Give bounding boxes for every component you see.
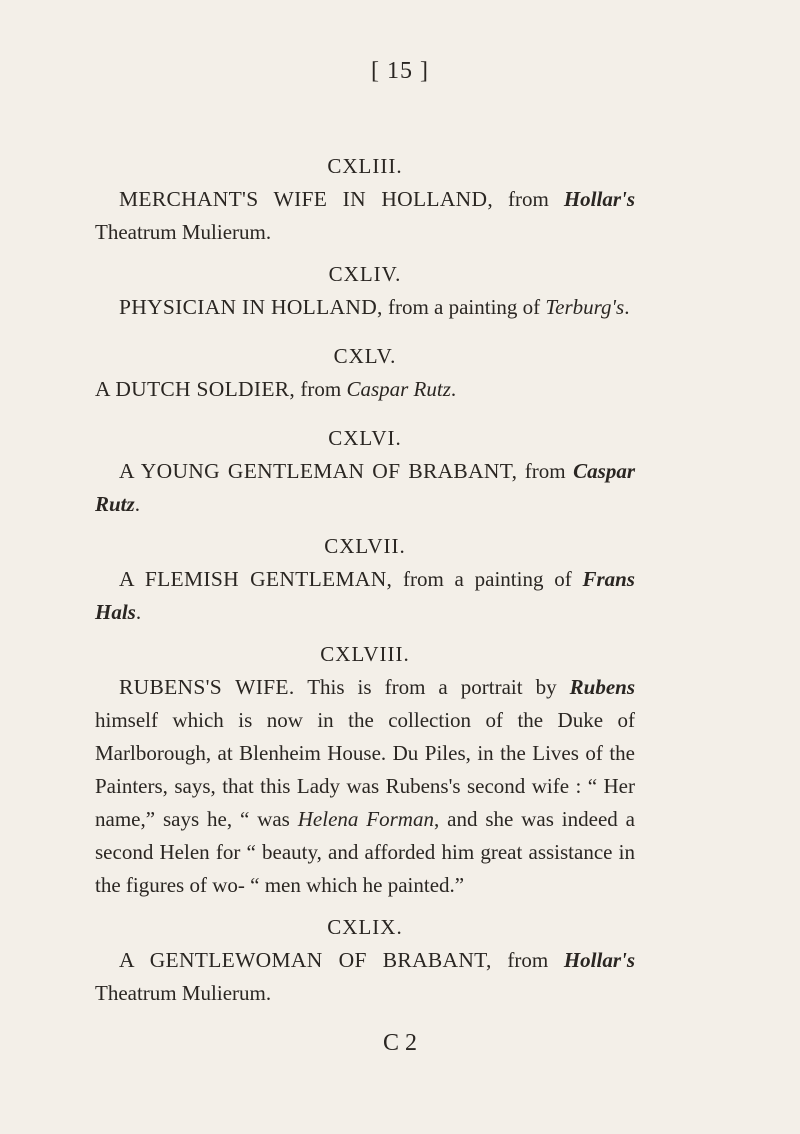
entry-text (95, 455, 635, 521)
entry-text (95, 944, 635, 1010)
entry-source: Terburg's (545, 295, 625, 319)
entry-title: A FLEMISH GENTLEMAN, (119, 567, 393, 591)
entry-numeral: CXLVII. (324, 534, 406, 558)
entry-source: Hollar's (563, 948, 635, 972)
entry-rest: . (134, 492, 140, 516)
entry-source: Rubens (569, 675, 635, 699)
entry-cxliv (95, 258, 635, 324)
entry-numeral: CXLIII. (327, 154, 403, 178)
entry-text (95, 671, 635, 902)
entry-source: Caspar Rutz (346, 377, 451, 401)
entry-title: PHYSICIAN IN HOLLAND, (119, 295, 383, 319)
entry-from: from (517, 459, 574, 483)
entry-cxlv (95, 340, 635, 406)
entry-rest: . (450, 377, 457, 401)
entry-title: A DUTCH SOLDIER, (95, 377, 296, 401)
entry-title: A YOUNG GENTLEMAN OF BRABANT, (119, 459, 518, 483)
entry-cxlvi (95, 422, 635, 521)
entry-from: from (491, 948, 564, 972)
entry-from: from (295, 377, 347, 401)
text-block (95, 150, 635, 1019)
entry-text (95, 563, 635, 629)
entry-rest: Theatrum Mulierum. (95, 981, 272, 1005)
entry-text-part: , and she was indeed a second Helen for “ beauty, and afforded him great assistance in the figures of wo- “ men which he painted.” (95, 807, 635, 897)
entry-text-part: This is from a portrait by (294, 675, 570, 699)
entry-source: Hollar's (563, 187, 635, 211)
page-number: [ 15 ] (371, 58, 429, 84)
entry-cxliii (95, 150, 635, 249)
entry-title: MERCHANT'S WIFE IN HOLLAND, (119, 187, 494, 211)
entry-numeral: CXLIX. (327, 915, 403, 939)
entry-numeral: CXLIV. (328, 262, 402, 286)
entry-numeral: CXLVI. (328, 426, 402, 450)
entry-numeral: CXLV. (333, 344, 397, 368)
entry-numeral: CXLVIII. (320, 642, 410, 666)
signature-mark: C 2 (382, 1030, 417, 1056)
entry-text-part: himself which is now in the collection of the Duke of Marlborough, at Blenheim House. Du Piles, in the Lives of the Painters, says, that this Lady was Rubens's second wife : “ Her name,” says he, “ was (95, 708, 635, 831)
entry-text (95, 373, 635, 406)
entry-cxlviii (95, 638, 635, 902)
entry-rest: Theatrum Mulierum. (95, 220, 272, 244)
entry-name: Helena Forman (297, 807, 434, 831)
entry-title: RUBENS'S WIFE. (119, 675, 295, 699)
entry-source: Frans Hals (95, 567, 635, 624)
entry-from: from a painting of (382, 295, 546, 319)
entry-from: from (493, 187, 564, 211)
entry-text (95, 291, 635, 324)
entry-cxlvii (95, 530, 635, 629)
entry-rest: . (135, 600, 142, 624)
entry-source: Caspar Rutz (95, 459, 635, 516)
entry-title: A GENTLEWOMAN OF BRABANT, (119, 948, 492, 972)
entry-from: from a painting of (392, 567, 583, 591)
entry-text (95, 183, 635, 249)
entry-rest: . (624, 295, 630, 319)
entry-cxlix (95, 911, 635, 1010)
